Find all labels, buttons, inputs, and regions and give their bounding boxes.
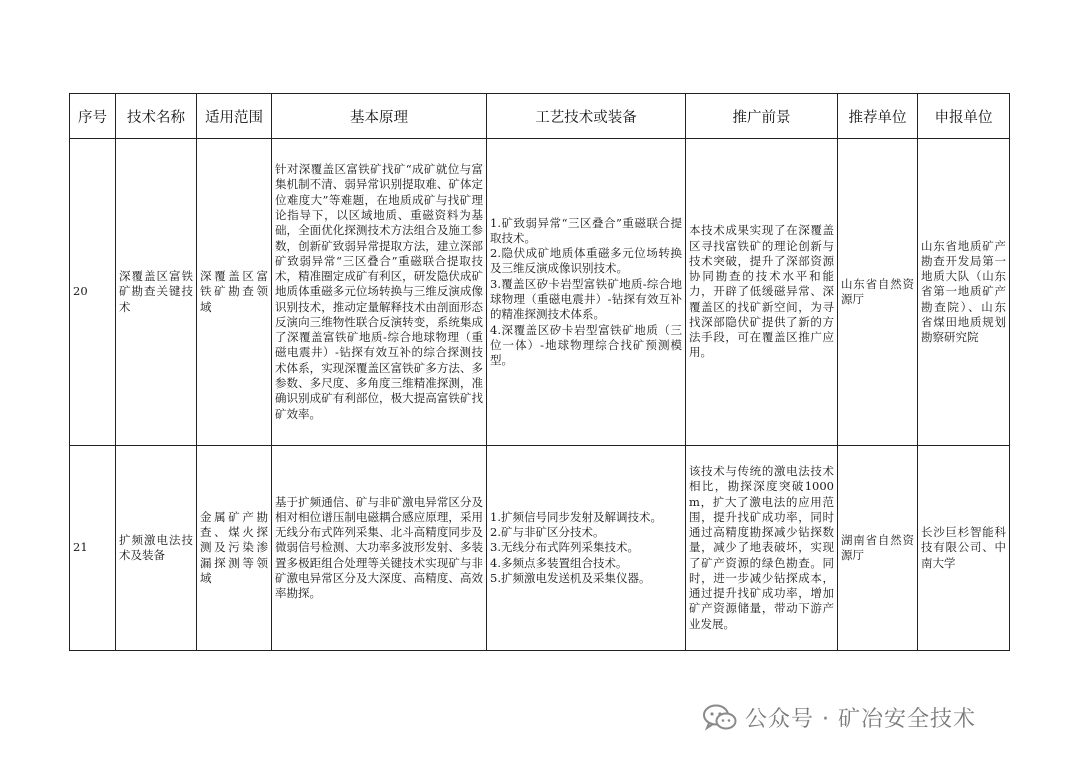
wechat-icon bbox=[703, 704, 737, 732]
row-number: 20 bbox=[70, 139, 116, 446]
header-name: 技术名称 bbox=[116, 94, 197, 139]
header-row bbox=[70, 94, 1010, 139]
craft-item: 5.扩频激电发送机及采集仪器。 bbox=[490, 570, 651, 585]
craft-item: 2.隐伏成矿地质体重磁多元位场转换及三维反演成像识别技术。 bbox=[490, 246, 682, 276]
basic-principle: 基于扩频通信、矿与非矿激电异常区分及相对相位谱压制电磁耦合感应原理，采用无线分布式阵列采集、北斗高精度同步及微弱信号检测、大功率多波形发射、多装置多极距组合处理等关键技术实现矿与非矿激电异常区分及大深度、高精度、高效率勘探。 bbox=[272, 446, 487, 651]
recommending-unit: 湖南省自然资源厅 bbox=[838, 446, 918, 651]
craft-item: 1.扩频信号同步发射及解调技术。 bbox=[490, 509, 662, 524]
table-row bbox=[70, 446, 1010, 651]
craft-item: 2.矿与非矿区分技术。 bbox=[490, 525, 605, 540]
row-number: 21 bbox=[70, 446, 116, 651]
header-no: 序号 bbox=[70, 94, 116, 139]
application-scope: 金属矿产勘查、煤火探测及污染渗漏探测等领域 bbox=[197, 446, 272, 651]
basic-principle: 针对深覆盖区富铁矿找矿“成矿就位与富集机制不清、弱异常识别提取难、矿体定位难度大”等难题，在地质成矿与找矿理论指导下，以区域地质、重磁资料为基础，全面优化探测技术方法组合及施工参数，创新矿致弱异常提取方法，建立深部矿致弱异常“三区叠合”重磁联合提取技术，精准圈定成矿有利区，研发隐伏成矿地质体重磁多元位场转换与三维反演成像识别技术，推动定量解释技术由剖面形态反演向三维物性联合反演转变，系统集成了深覆盖富铁矿地质-综合地球物理（重磁电震井）-钻探有效互补的综合探测技术体系，实现深覆盖区富铁矿多方法、多参数、多尺度、多角度三维精准探测，准确识别成矿有利部位，极大提高富铁矿找矿效率。 bbox=[272, 139, 487, 446]
technology-name: 扩频激电法技术及装备 bbox=[116, 446, 197, 651]
craft-item: 4.多频点多装置组合技术。 bbox=[490, 555, 628, 570]
header-principle: 基本原理 bbox=[272, 94, 487, 139]
header-craft: 工艺技术或装备 bbox=[487, 94, 686, 139]
watermark bbox=[703, 702, 976, 733]
craft-item: 3.无线分布式阵列采集技术。 bbox=[490, 540, 639, 555]
recommending-unit: 山东省自然资源厅 bbox=[838, 139, 918, 446]
craft-item: 3.覆盖区矽卡岩型富铁矿地质-综合地球物理（重磁电震井）-钻探有效互补的精准探测技术体系。 bbox=[490, 276, 682, 322]
craft-or-equipment bbox=[487, 139, 686, 446]
promotion-prospect: 该技术与传统的激电法技术相比，勘探深度突破1000m，扩大了激电法的应用范围，提升找矿成功率，同时通过高精度勘探减少钻探数量，减少了地表破坏，实现了矿产资源的绿色勘查。同时，进一步减少钻探成本，通过提升找矿成功率，增加矿产资源储量，带动下游产业发展。 bbox=[686, 446, 838, 651]
technology-name: 深覆盖区富铁矿勘查关键技术 bbox=[116, 139, 197, 446]
technology-table bbox=[69, 93, 1010, 651]
craft-or-equipment bbox=[487, 446, 686, 651]
application-scope: 深覆盖区富铁矿勘查领域 bbox=[197, 139, 272, 446]
header-prospect: 推广前景 bbox=[686, 94, 838, 139]
header-recommender: 推荐单位 bbox=[838, 94, 918, 139]
header-scope: 适用范围 bbox=[197, 94, 272, 139]
applying-unit: 长沙巨杉智能科技有限公司、中南大学 bbox=[918, 446, 1010, 651]
watermark-text: 公众号 · 矿冶安全技术 bbox=[745, 707, 976, 732]
promotion-prospect: 本技术成果实现了在深覆盖区寻找富铁矿的理论创新与技术突破，提升了深部资源协同勘查的技术水平和能力，开辟了低缓磁异常、深覆盖区的找矿新空间，为寻找深部隐伏矿提供了新的方法手段，可在覆盖区推广应用。 bbox=[686, 139, 838, 446]
applying-unit: 山东省地质矿产勘查开发局第一地质大队（山东省第一地质矿产勘查院）、山东省煤田地质规划勘察研究院 bbox=[918, 139, 1010, 446]
craft-item: 4.深覆盖区矽卡岩型富铁矿地质（三位一体）-地球物理综合找矿预测模型。 bbox=[490, 322, 682, 368]
table-row bbox=[70, 139, 1010, 446]
craft-item: 1.矿致弱异常“三区叠合”重磁联合提取技术。 bbox=[490, 215, 682, 245]
header-applicant: 申报单位 bbox=[918, 94, 1010, 139]
